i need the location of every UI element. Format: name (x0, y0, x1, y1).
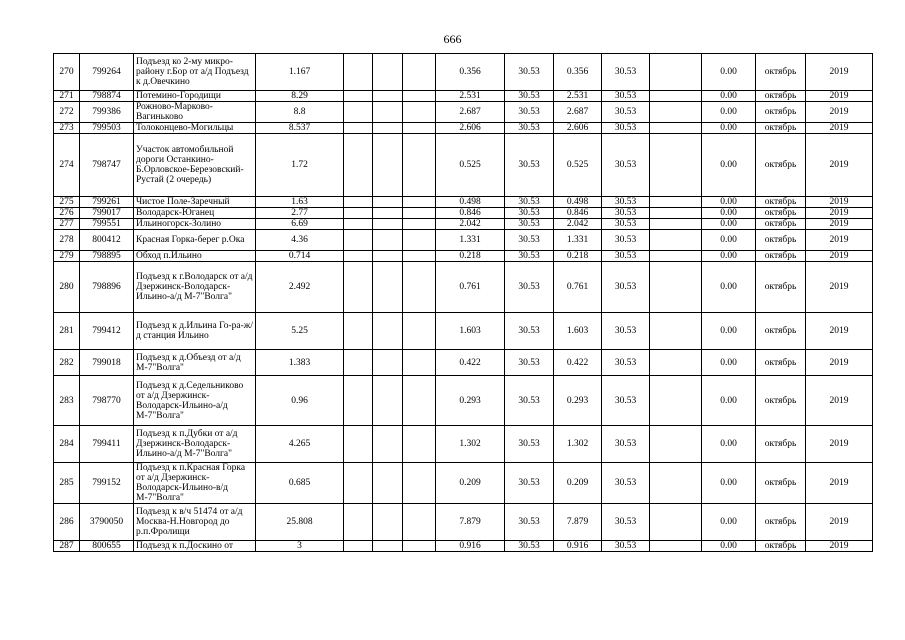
empty-cell (373, 219, 403, 230)
month-cell: октябрь (756, 350, 806, 376)
value-cell: 0.293 (554, 376, 602, 426)
empty-cell (403, 426, 436, 463)
row-number: 276 (54, 208, 80, 219)
year-cell: 2019 (806, 230, 873, 251)
year-cell: 2019 (806, 313, 873, 350)
value-cell: 30.53 (505, 504, 554, 541)
empty-cell (344, 134, 373, 197)
empty-cell (373, 208, 403, 219)
empty-cell (403, 541, 436, 552)
empty-cell (373, 197, 403, 208)
month-cell: октябрь (756, 262, 806, 313)
empty-cell (373, 376, 403, 426)
road-name: Подъезд к д.Седельниково от а/д Дзержинск-Володарск-Ильино-а/д М-7"Волга" (134, 376, 256, 426)
value-cell: 1.331 (554, 230, 602, 251)
empty-cell (373, 463, 403, 504)
value-cell: 0.00 (702, 134, 756, 197)
value-cell: 2.042 (436, 219, 505, 230)
empty-cell (650, 219, 702, 230)
value-cell: 30.53 (505, 134, 554, 197)
road-code: 799017 (80, 208, 134, 219)
empty-cell (344, 197, 373, 208)
empty-cell (344, 251, 373, 262)
road-name: Подъезд к г.Володарск от а/д Дзержинск-Володарск-Ильино-а/д М-7"Волга" (134, 262, 256, 313)
empty-cell (403, 376, 436, 426)
value-cell: 0.356 (554, 54, 602, 91)
row-number: 277 (54, 219, 80, 230)
table-row (54, 504, 873, 541)
value-cell: 30.53 (602, 123, 650, 134)
empty-cell (344, 350, 373, 376)
month-cell: октябрь (756, 208, 806, 219)
value-cell: 2.606 (436, 123, 505, 134)
empty-cell (403, 350, 436, 376)
table-row (54, 463, 873, 504)
empty-cell (650, 426, 702, 463)
row-number: 274 (54, 134, 80, 197)
table-row (54, 219, 873, 230)
value-cell: 30.53 (505, 197, 554, 208)
empty-cell (650, 230, 702, 251)
value-cell: 2.531 (554, 91, 602, 102)
table-row (54, 134, 873, 197)
road-code: 800655 (80, 541, 134, 552)
road-length: 4.36 (256, 230, 344, 251)
month-cell: октябрь (756, 102, 806, 123)
empty-cell (650, 91, 702, 102)
table-row (54, 350, 873, 376)
table-row (54, 426, 873, 463)
year-cell: 2019 (806, 91, 873, 102)
road-name: Толоконцево-Могильцы (134, 123, 256, 134)
road-code: 799261 (80, 197, 134, 208)
value-cell: 30.53 (505, 230, 554, 251)
value-cell: 0.00 (702, 350, 756, 376)
value-cell: 30.53 (602, 102, 650, 123)
empty-cell (344, 262, 373, 313)
value-cell: 0.00 (702, 123, 756, 134)
value-cell: 30.53 (602, 219, 650, 230)
page-number: 666 (443, 32, 462, 46)
road-code: 799551 (80, 219, 134, 230)
row-number: 286 (54, 504, 80, 541)
empty-cell (344, 463, 373, 504)
value-cell: 0.00 (702, 219, 756, 230)
value-cell: 30.53 (602, 541, 650, 552)
empty-cell (650, 376, 702, 426)
value-cell: 30.53 (602, 350, 650, 376)
value-cell: 30.53 (602, 197, 650, 208)
empty-cell (403, 219, 436, 230)
value-cell: 30.53 (505, 102, 554, 123)
empty-cell (650, 262, 702, 313)
value-cell: 30.53 (505, 313, 554, 350)
empty-cell (373, 504, 403, 541)
row-number: 284 (54, 426, 80, 463)
row-number: 270 (54, 54, 80, 91)
road-code: 799018 (80, 350, 134, 376)
value-cell: 30.53 (505, 463, 554, 504)
value-cell: 30.53 (602, 376, 650, 426)
value-cell: 30.53 (602, 426, 650, 463)
year-cell: 2019 (806, 54, 873, 91)
road-code: 798896 (80, 262, 134, 313)
road-name: Обход п.Ильино (134, 251, 256, 262)
road-length: 0.685 (256, 463, 344, 504)
month-cell: октябрь (756, 197, 806, 208)
empty-cell (650, 463, 702, 504)
value-cell: 1.331 (436, 230, 505, 251)
value-cell: 0.356 (436, 54, 505, 91)
year-cell: 2019 (806, 219, 873, 230)
row-number: 287 (54, 541, 80, 552)
value-cell: 0.761 (554, 262, 602, 313)
empty-cell (650, 541, 702, 552)
value-cell: 30.53 (602, 230, 650, 251)
empty-cell (403, 230, 436, 251)
month-cell: октябрь (756, 251, 806, 262)
month-cell: октябрь (756, 376, 806, 426)
value-cell: 30.53 (505, 251, 554, 262)
empty-cell (403, 313, 436, 350)
value-cell: 30.53 (505, 376, 554, 426)
month-cell: октябрь (756, 504, 806, 541)
month-cell: октябрь (756, 426, 806, 463)
value-cell: 2.531 (436, 91, 505, 102)
value-cell: 30.53 (505, 123, 554, 134)
year-cell: 2019 (806, 541, 873, 552)
month-cell: октябрь (756, 134, 806, 197)
empty-cell (373, 91, 403, 102)
value-cell: 0.916 (436, 541, 505, 552)
value-cell: 0.498 (436, 197, 505, 208)
road-name: Подъезд к д.Объезд от а/д М-7"Волга" (134, 350, 256, 376)
value-cell: 30.53 (602, 251, 650, 262)
row-number: 271 (54, 91, 80, 102)
road-code: 799412 (80, 313, 134, 350)
road-name: Володарск-Юганец (134, 208, 256, 219)
month-cell: октябрь (756, 91, 806, 102)
empty-cell (344, 123, 373, 134)
empty-cell (344, 504, 373, 541)
road-length: 1.63 (256, 197, 344, 208)
empty-cell (344, 54, 373, 91)
road-code: 3790050 (80, 504, 134, 541)
value-cell: 0.209 (436, 463, 505, 504)
value-cell: 30.53 (505, 91, 554, 102)
empty-cell (650, 208, 702, 219)
empty-cell (403, 134, 436, 197)
empty-cell (650, 197, 702, 208)
value-cell: 0.00 (702, 463, 756, 504)
road-code: 798874 (80, 91, 134, 102)
empty-cell (344, 541, 373, 552)
value-cell: 0.00 (702, 541, 756, 552)
road-name: Подъезд к д.Ильина Го-ра-ж/д станция Ильино (134, 313, 256, 350)
road-code: 799503 (80, 123, 134, 134)
empty-cell (344, 376, 373, 426)
value-cell: 0.525 (436, 134, 505, 197)
value-cell: 30.53 (505, 208, 554, 219)
value-cell: 1.302 (554, 426, 602, 463)
empty-cell (373, 541, 403, 552)
empty-cell (344, 230, 373, 251)
table-row (54, 230, 873, 251)
empty-cell (373, 134, 403, 197)
row-number: 280 (54, 262, 80, 313)
road-length: 2.77 (256, 208, 344, 219)
road-length: 8.537 (256, 123, 344, 134)
empty-cell (650, 54, 702, 91)
month-cell: октябрь (756, 463, 806, 504)
value-cell: 0.00 (702, 230, 756, 251)
road-length: 25.808 (256, 504, 344, 541)
value-cell: 0.209 (554, 463, 602, 504)
table-row (54, 313, 873, 350)
empty-cell (344, 219, 373, 230)
empty-cell (403, 463, 436, 504)
empty-cell (403, 54, 436, 91)
value-cell: 1.603 (436, 313, 505, 350)
empty-cell (403, 251, 436, 262)
value-cell: 30.53 (602, 54, 650, 91)
value-cell: 30.53 (602, 91, 650, 102)
year-cell: 2019 (806, 376, 873, 426)
year-cell: 2019 (806, 134, 873, 197)
table-body (54, 54, 873, 552)
value-cell: 0.00 (702, 102, 756, 123)
empty-cell (373, 251, 403, 262)
empty-cell (373, 350, 403, 376)
value-cell: 0.422 (436, 350, 505, 376)
road-code: 799264 (80, 54, 134, 91)
value-cell: 0.00 (702, 208, 756, 219)
table-row (54, 91, 873, 102)
empty-cell (344, 313, 373, 350)
value-cell: 0.498 (554, 197, 602, 208)
value-cell: 1.302 (436, 426, 505, 463)
value-cell: 7.879 (554, 504, 602, 541)
value-cell: 7.879 (436, 504, 505, 541)
road-length: 8.8 (256, 102, 344, 123)
empty-cell (650, 350, 702, 376)
empty-cell (650, 123, 702, 134)
row-number: 282 (54, 350, 80, 376)
value-cell: 0.916 (554, 541, 602, 552)
value-cell: 0.846 (436, 208, 505, 219)
month-cell: октябрь (756, 230, 806, 251)
value-cell: 30.53 (602, 504, 650, 541)
road-length: 3 (256, 541, 344, 552)
value-cell: 2.687 (554, 102, 602, 123)
value-cell: 30.53 (505, 350, 554, 376)
value-cell: 2.687 (436, 102, 505, 123)
row-number: 285 (54, 463, 80, 504)
value-cell: 0.00 (702, 251, 756, 262)
year-cell: 2019 (806, 504, 873, 541)
value-cell: 0.422 (554, 350, 602, 376)
road-code: 799386 (80, 102, 134, 123)
road-code: 798747 (80, 134, 134, 197)
year-cell: 2019 (806, 262, 873, 313)
value-cell: 0.00 (702, 54, 756, 91)
road-name: Рожново-Марково-Вагиньково (134, 102, 256, 123)
road-length: 8.29 (256, 91, 344, 102)
value-cell: 30.53 (505, 426, 554, 463)
road-length: 6.69 (256, 219, 344, 230)
empty-cell (344, 208, 373, 219)
empty-cell (373, 313, 403, 350)
month-cell: октябрь (756, 313, 806, 350)
empty-cell (344, 91, 373, 102)
year-cell: 2019 (806, 123, 873, 134)
year-cell: 2019 (806, 197, 873, 208)
empty-cell (403, 504, 436, 541)
row-number: 279 (54, 251, 80, 262)
empty-cell (403, 91, 436, 102)
empty-cell (403, 197, 436, 208)
value-cell: 0.761 (436, 262, 505, 313)
value-cell: 0.00 (702, 197, 756, 208)
value-cell: 0.00 (702, 504, 756, 541)
value-cell: 0.00 (702, 376, 756, 426)
table-row (54, 197, 873, 208)
row-number: 275 (54, 197, 80, 208)
table-row (54, 123, 873, 134)
value-cell: 0.218 (436, 251, 505, 262)
empty-cell (373, 54, 403, 91)
empty-cell (650, 134, 702, 197)
empty-cell (373, 262, 403, 313)
value-cell: 30.53 (602, 463, 650, 504)
year-cell: 2019 (806, 350, 873, 376)
value-cell: 0.00 (702, 262, 756, 313)
table-row (54, 541, 873, 552)
table-row (54, 262, 873, 313)
road-name: Красная Горка-берег р.Ока (134, 230, 256, 251)
road-code: 798895 (80, 251, 134, 262)
empty-cell (403, 102, 436, 123)
value-cell: 1.603 (554, 313, 602, 350)
value-cell: 30.53 (505, 262, 554, 313)
road-name: Подъезд к п.Красная Горка от а/д Дзержинск-Володарск-Ильино-в/д М-7"Волга" (134, 463, 256, 504)
empty-cell (373, 123, 403, 134)
road-length: 2.492 (256, 262, 344, 313)
row-number: 281 (54, 313, 80, 350)
value-cell: 30.53 (505, 541, 554, 552)
road-code: 799152 (80, 463, 134, 504)
value-cell: 2.606 (554, 123, 602, 134)
road-name: Чистое Поле-Заречный (134, 197, 256, 208)
value-cell: 0.00 (702, 426, 756, 463)
road-name: Подъезд к п.Доскино от (134, 541, 256, 552)
road-code: 799411 (80, 426, 134, 463)
row-number: 272 (54, 102, 80, 123)
year-cell: 2019 (806, 463, 873, 504)
month-cell: октябрь (756, 541, 806, 552)
value-cell: 30.53 (505, 219, 554, 230)
road-name: Подъезд к в/ч 51474 от а/д Москва-Н.Новгород до р.п.Фролищи (134, 504, 256, 541)
year-cell: 2019 (806, 251, 873, 262)
empty-cell (650, 313, 702, 350)
value-cell: 30.53 (602, 262, 650, 313)
table-row (54, 251, 873, 262)
table-row (54, 208, 873, 219)
month-cell: октябрь (756, 219, 806, 230)
value-cell: 0.293 (436, 376, 505, 426)
road-length: 5.25 (256, 313, 344, 350)
road-name: Участок автомобильной дороги Останкино-Б.Орловское-Березовский- Рустай (2 очередь) (134, 134, 256, 197)
empty-cell (650, 504, 702, 541)
value-cell: 2.042 (554, 219, 602, 230)
road-name: Подъезд к п.Дубки от а/д Дзержинск-Володарск-Ильино-а/д М-7"Волга" (134, 426, 256, 463)
value-cell: 30.53 (602, 134, 650, 197)
road-name: Ильиногорск-Золино (134, 219, 256, 230)
road-name: Потемино-Городищи (134, 91, 256, 102)
road-length: 1.383 (256, 350, 344, 376)
empty-cell (403, 123, 436, 134)
road-data-table (53, 53, 873, 552)
road-name: Подъезд ко 2-му микро-району г.Бор от а/д Подъезд к д.Овечкино (134, 54, 256, 91)
value-cell: 0.00 (702, 313, 756, 350)
month-cell: октябрь (756, 123, 806, 134)
value-cell: 30.53 (602, 313, 650, 350)
empty-cell (650, 251, 702, 262)
year-cell: 2019 (806, 426, 873, 463)
empty-cell (373, 230, 403, 251)
month-cell: октябрь (756, 54, 806, 91)
value-cell: 30.53 (602, 208, 650, 219)
value-cell: 0.846 (554, 208, 602, 219)
empty-cell (373, 426, 403, 463)
empty-cell (403, 262, 436, 313)
empty-cell (344, 102, 373, 123)
value-cell: 0.218 (554, 251, 602, 262)
empty-cell (373, 102, 403, 123)
table-row (54, 102, 873, 123)
value-cell: 30.53 (505, 54, 554, 91)
road-length: 1.167 (256, 54, 344, 91)
row-number: 273 (54, 123, 80, 134)
road-code: 798770 (80, 376, 134, 426)
table-row (54, 54, 873, 91)
row-number: 283 (54, 376, 80, 426)
empty-cell (344, 426, 373, 463)
year-cell: 2019 (806, 102, 873, 123)
road-length: 4.265 (256, 426, 344, 463)
empty-cell (403, 208, 436, 219)
road-length: 0.96 (256, 376, 344, 426)
table-row (54, 376, 873, 426)
row-number: 278 (54, 230, 80, 251)
value-cell: 0.525 (554, 134, 602, 197)
road-length: 1.72 (256, 134, 344, 197)
year-cell: 2019 (806, 208, 873, 219)
road-code: 800412 (80, 230, 134, 251)
road-length: 0.714 (256, 251, 344, 262)
value-cell: 0.00 (702, 91, 756, 102)
empty-cell (650, 102, 702, 123)
